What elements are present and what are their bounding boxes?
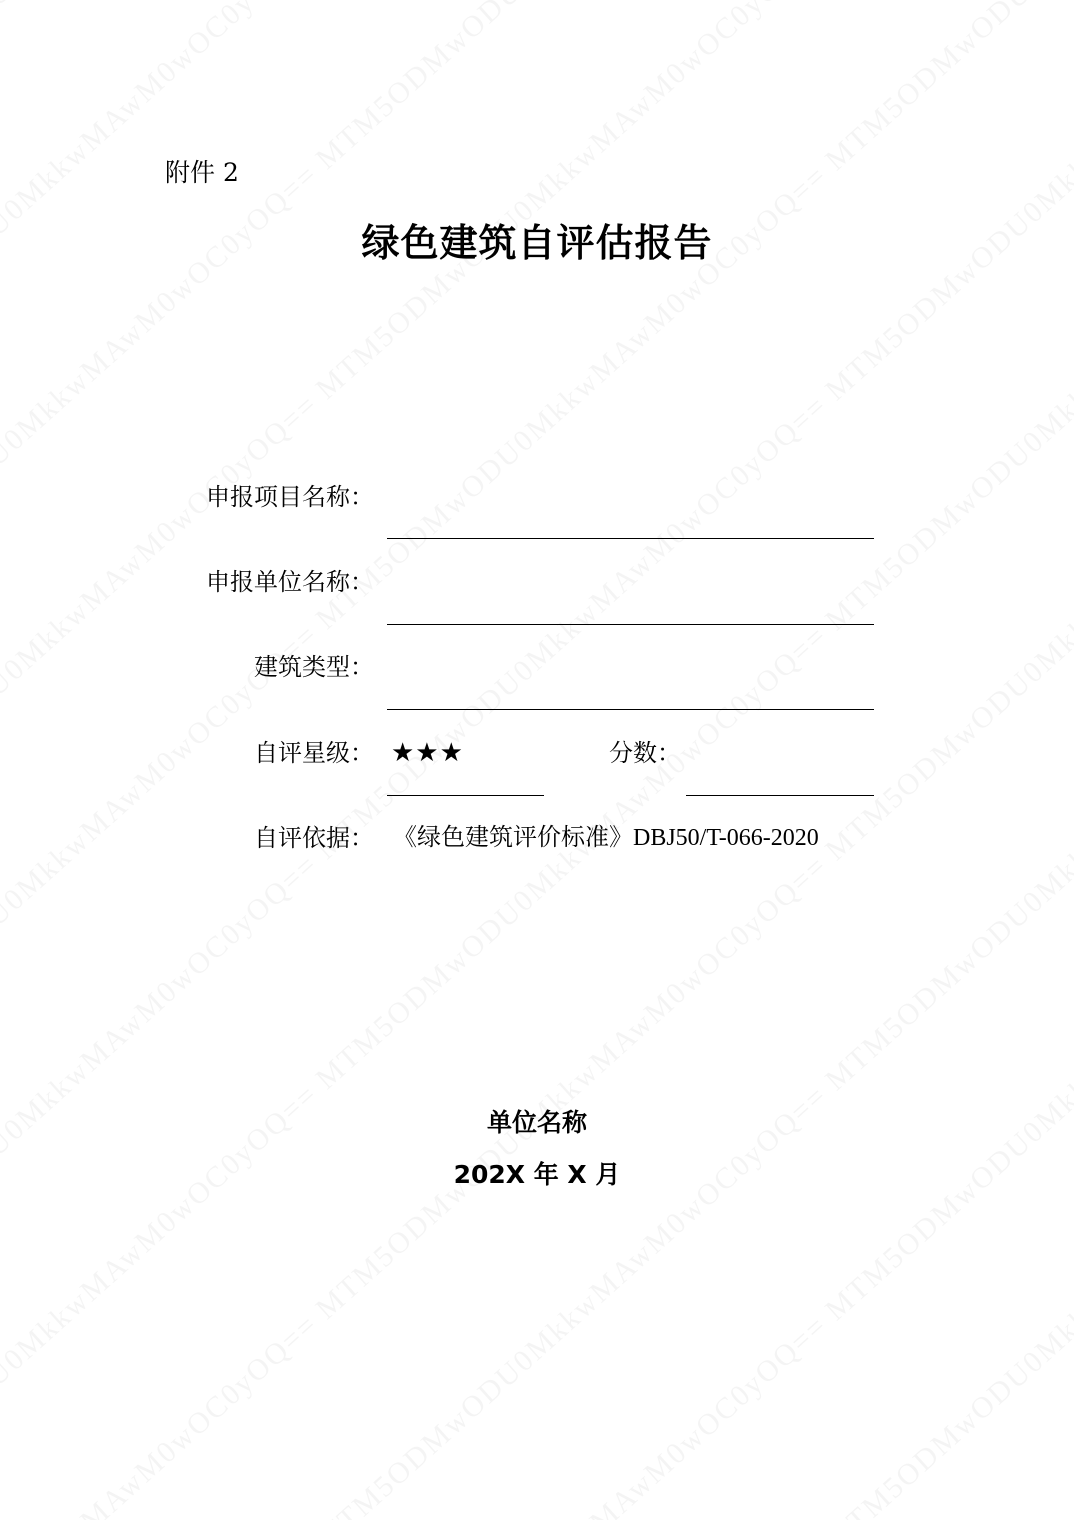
building-type-underline bbox=[387, 709, 874, 710]
applicant-unit-label: 申报单位名称： bbox=[206, 568, 374, 596]
basis-label: 自评依据： bbox=[254, 824, 374, 852]
unit-name: 单位名称 bbox=[486, 1108, 587, 1137]
basis-value: 《绿色建筑评价标准》DBJ50/T-066-2020 bbox=[393, 825, 819, 851]
applicant-unit-underline bbox=[387, 624, 874, 625]
watermark-line bbox=[0, 0, 1074, 405]
self-rating-stars: ★★★ bbox=[391, 738, 464, 768]
project-name-label: 申报项目名称： bbox=[206, 483, 374, 511]
watermark-line bbox=[0, 0, 1074, 635]
project-name-underline bbox=[387, 538, 874, 539]
document-title: 绿色建筑自评估报告 bbox=[361, 221, 713, 265]
watermark-line bbox=[0, 0, 1074, 175]
score-underline bbox=[686, 795, 874, 796]
self-rating-label: 自评星级： bbox=[254, 739, 374, 767]
score-label: 分数： bbox=[609, 739, 681, 767]
building-type-label: 建筑类型： bbox=[254, 653, 374, 681]
document-date: 202X 年 X 月 bbox=[453, 1160, 621, 1189]
attachment-label: 附件 2 bbox=[165, 158, 239, 187]
self-rating-underline bbox=[387, 795, 544, 796]
